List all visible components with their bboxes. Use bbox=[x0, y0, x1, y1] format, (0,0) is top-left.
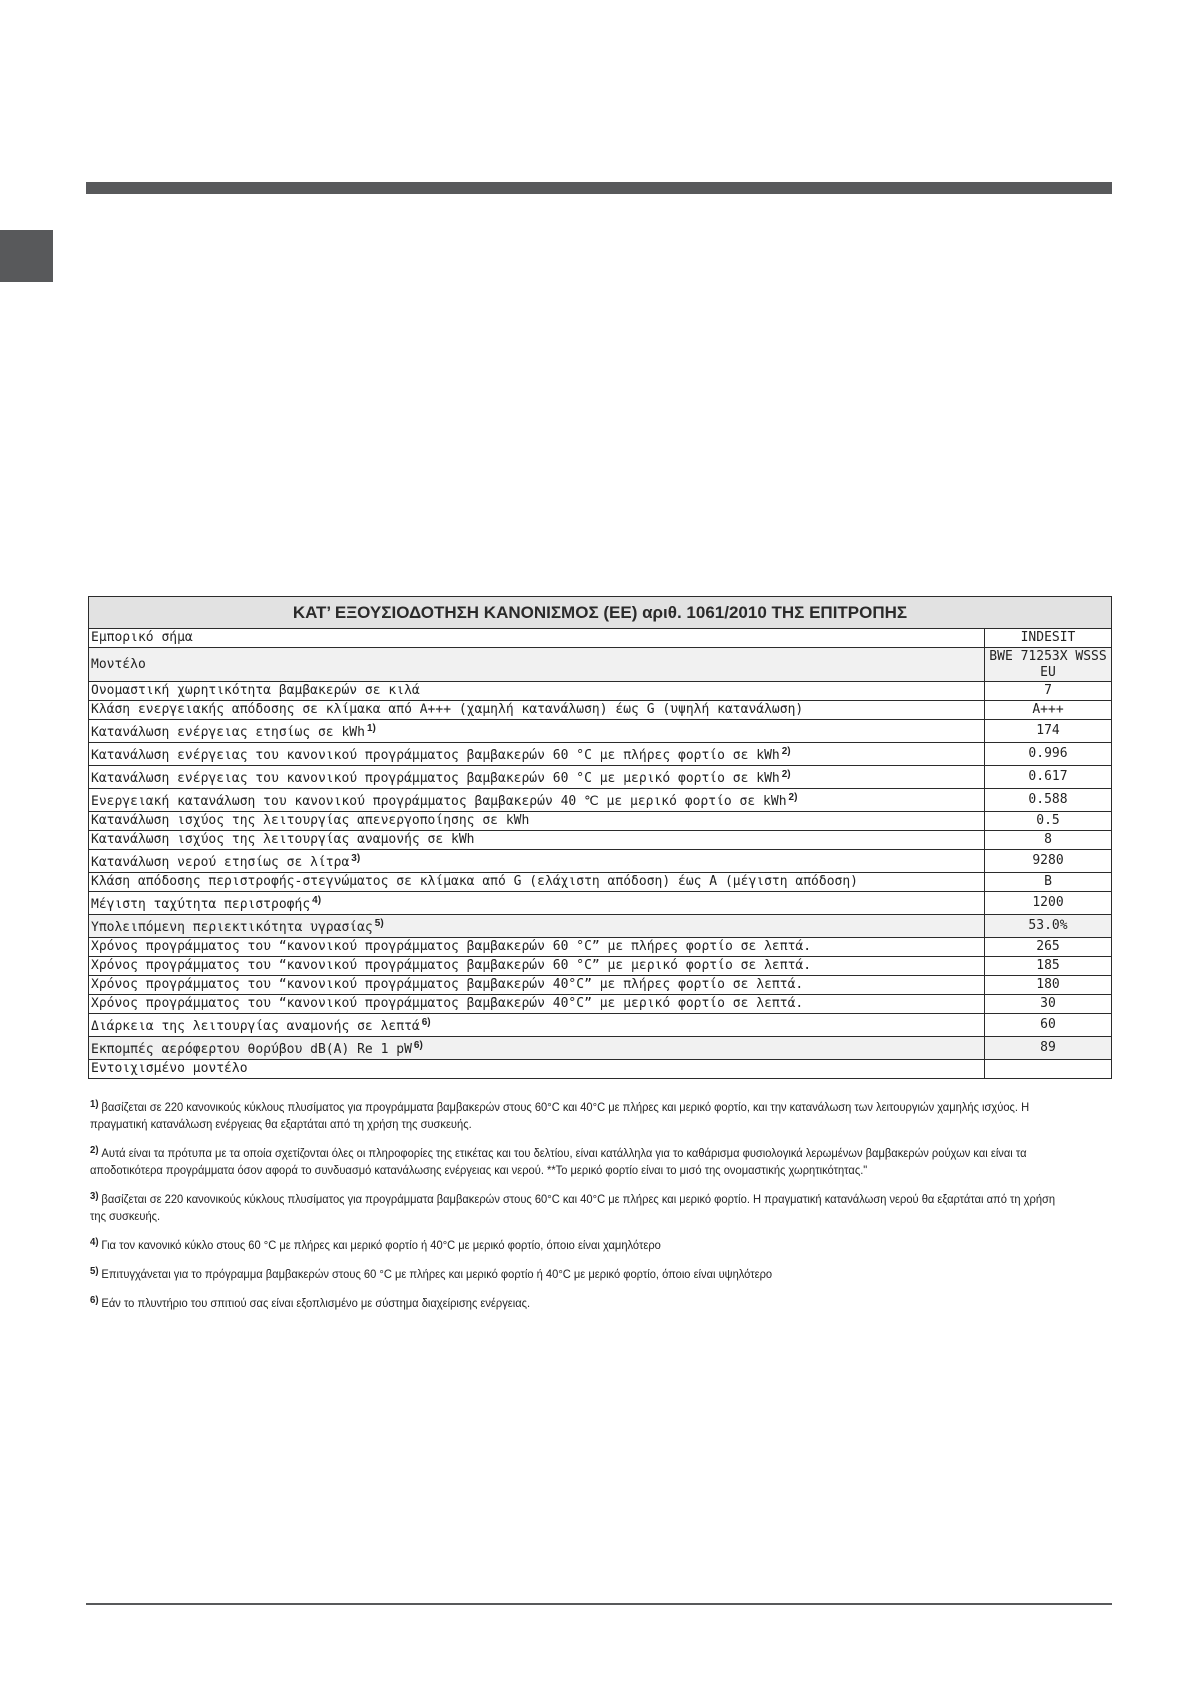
footnote bbox=[90, 1142, 1069, 1179]
row-label: Κλάση απόδοσης περιστροφής-στεγνώματος σε κλίμακα από G (ελάχιστη απόδοση) έως A (μέγιστη απόδοση) bbox=[89, 873, 985, 892]
row-value: BWE 71253X WSSS EU bbox=[985, 648, 1112, 682]
table-row bbox=[89, 1037, 1112, 1060]
header-rule bbox=[86, 182, 1112, 194]
footnote-text: βασίζεται σε 220 κανονικούς κύκλους πλυσίματος για προγράμματα βαμβακερών στους 60°C και 40°C με πλήρες και μερικό φορτίο. Η πραγματική κατανάλωση νερού θα εξαρτάται από τη χρήση της συσκευής. bbox=[90, 1193, 1056, 1223]
table-row bbox=[89, 915, 1112, 938]
row-value: 174 bbox=[985, 720, 1112, 743]
row-value: 89 bbox=[985, 1037, 1112, 1060]
row-label: Μέγιστη ταχύτητα περιστροφής $^{4)}$ bbox=[89, 892, 985, 915]
table-row bbox=[89, 1014, 1112, 1037]
row-label: Κλάση ενεργειακής απόδοσης σε κλίμακα από Α+++ (χαμηλή κατανάλωση) έως G (υψηλή κατανάλωση) bbox=[89, 701, 985, 720]
footnote-mark: 6) bbox=[413, 1040, 423, 1051]
footnote-number: 1) bbox=[90, 1099, 99, 1110]
row-value: 53.0% bbox=[985, 915, 1112, 938]
row-label: Ενεργειακή κατανάλωση του κανονικού προγράμματος βαμβακερών 40 ℃ με μερικό φορτίο σε kWh $^{2)}$ bbox=[89, 789, 985, 812]
footnote bbox=[90, 1188, 1069, 1225]
footnote-mark: 1) bbox=[366, 723, 376, 734]
row-value: 1200 bbox=[985, 892, 1112, 915]
footnote-text: Εάν το πλυντήριο του σπιτιού σας είναι εξοπλισμένο με σύστημα διαχείρισης ενέργειας. bbox=[101, 1297, 531, 1310]
row-label: Κατανάλωση νερού ετησίως σε λίτρα $^{3)}$ bbox=[89, 850, 985, 873]
table-row bbox=[89, 995, 1112, 1014]
row-label: Κατανάλωση ενέργειας του κανονικού προγράμματος βαμβακερών 60 °C με πλήρες φορτίο σε kWh $^{2)}$ bbox=[89, 743, 985, 766]
footer-rule bbox=[86, 1603, 1112, 1605]
table-row bbox=[89, 957, 1112, 976]
row-label: Εμπορικό σήμα bbox=[89, 629, 985, 648]
row-value: 60 bbox=[985, 1014, 1112, 1037]
footnote-mark: 2) bbox=[788, 792, 798, 803]
row-label: Κατανάλωση ενέργειας του κανονικού προγράμματος βαμβακερών 60 °C με μερικό φορτίο σε kWh $^{2)}$ bbox=[89, 766, 985, 789]
row-value: A+++ bbox=[985, 701, 1112, 720]
row-label: Ονομαστική χωρητικότητα βαμβακερών σε κιλά bbox=[89, 682, 985, 701]
footnote bbox=[90, 1292, 1069, 1312]
table-row bbox=[89, 743, 1112, 766]
footnote-mark: 4) bbox=[312, 895, 322, 906]
row-value: 185 bbox=[985, 957, 1112, 976]
table-row bbox=[89, 629, 1112, 648]
row-value: INDESIT bbox=[985, 629, 1112, 648]
row-value: 180 bbox=[985, 976, 1112, 995]
row-value: 265 bbox=[985, 938, 1112, 957]
row-value bbox=[985, 1060, 1112, 1079]
table-row bbox=[89, 938, 1112, 957]
row-value: 0.588 bbox=[985, 789, 1112, 812]
table-row bbox=[89, 682, 1112, 701]
footnote bbox=[90, 1096, 1069, 1133]
row-value: B bbox=[985, 873, 1112, 892]
footnote-text: Επιτυγχάνεται για το πρόγραμμα βαμβακερών στους 60 °C με πλήρες και μερικό φορτίο ή 40°C με μερικό φορτίο, όποιο είναι υψηλότερο bbox=[101, 1268, 773, 1281]
row-value: 30 bbox=[985, 995, 1112, 1014]
table-row bbox=[89, 873, 1112, 892]
row-label: Εκπομπές αερόφερτου θορύβου dB(A) Re 1 pW $^{6)}$ bbox=[89, 1037, 985, 1060]
footnote-number: 2) bbox=[90, 1145, 99, 1156]
row-label: Χρόνος προγράμματος του “κανονικού προγράμματος βαμβακερών 40°C” με μερικό φορτίο σε λεπτά. bbox=[89, 995, 985, 1014]
footnote-number: 4) bbox=[90, 1237, 99, 1248]
table-row bbox=[89, 1060, 1112, 1079]
table-row bbox=[89, 766, 1112, 789]
footnote-number: 6) bbox=[90, 1295, 99, 1306]
table-row bbox=[89, 831, 1112, 850]
table-row bbox=[89, 720, 1112, 743]
footnote bbox=[90, 1263, 1069, 1283]
table-title: ΚΑΤ’ ΕΞΟΥΣΙΟΔΟΤΗΣΗ ΚΑΝΟΝΙΣΜΟΣ (ΕΕ) αριθ. 1061/2010 ΤΗΣ ΕΠΙΤΡΟΠΗΣ bbox=[89, 597, 1112, 629]
row-label: Διάρκεια της λειτουργίας αναμονής σε λεπτά $^{6)}$ bbox=[89, 1014, 985, 1037]
footnote-mark: 3) bbox=[351, 853, 361, 864]
footnote-text: βασίζεται σε 220 κανονικούς κύκλους πλυσίματος για προγράμματα βαμβακερών στους 60°C και 40°C με πλήρες και μερικό φορτίο, και την κατανάλωση των λειτουργιών χαμηλής ισχύος. Η πραγματική κατανάλωση ενέργειας θα εξαρτάται από τη χρήση της συσκευής. bbox=[90, 1101, 1030, 1131]
row-value: 0.617 bbox=[985, 766, 1112, 789]
footnotes bbox=[90, 1096, 1069, 1321]
table-row bbox=[89, 789, 1112, 812]
table-row bbox=[89, 701, 1112, 720]
row-value: 0.996 bbox=[985, 743, 1112, 766]
row-label: Υπολειπόμενη περιεκτικότητα υγρασίας $^{5)}$ bbox=[89, 915, 985, 938]
row-label: Κατανάλωση ενέργειας ετησίως σε kWh $^{1)}$ bbox=[89, 720, 985, 743]
row-label: Μοντέλο bbox=[89, 648, 985, 682]
row-value: 8 bbox=[985, 831, 1112, 850]
row-label: Χρόνος προγράμματος του “κανονικού προγράμματος βαμβακερών 60 °C” με πλήρες φορτίο σε λεπτά. bbox=[89, 938, 985, 957]
footnote bbox=[90, 1234, 1069, 1254]
row-value: 9280 bbox=[985, 850, 1112, 873]
language-side-tab bbox=[0, 230, 53, 282]
product-fiche-table bbox=[88, 596, 1112, 1079]
table-row bbox=[89, 850, 1112, 873]
row-label: Χρόνος προγράμματος του “κανονικού προγράμματος βαμβακερών 40°C” με πλήρες φορτίο σε λεπτά. bbox=[89, 976, 985, 995]
row-label: Εντοιχισμένο μοντέλο bbox=[89, 1060, 985, 1079]
footnote-text: Αυτά είναι τα πρότυπα με τα οποία σχετίζονται όλες οι πληροφορίες της ετικέτας και του δελτίου, είναι κατάλληλα για το καθάρισμα φυσιολογικά λερωμένων βαμβακερών ρούχων και είναι τα αποδοτικότερα προγράμματα όσον αφορά το συνδυασμό κατανάλωσης ενέργειας και νερού. **Το μερικό φορτίο είναι το μισό της ονομαστικής χωρητικότητας." bbox=[90, 1147, 1027, 1177]
table-row bbox=[89, 976, 1112, 995]
row-label: Κατανάλωση ισχύος της λειτουργίας αναμονής σε kWh bbox=[89, 831, 985, 850]
row-value: 7 bbox=[985, 682, 1112, 701]
row-label: Κατανάλωση ισχύος της λειτουργίας απενεργοποίησης σε kWh bbox=[89, 812, 985, 831]
footnote-text: Για τον κανονικό κύκλο στους 60 °C με πλήρες και μερικό φορτίο ή 40°C με μερικό φορτίο, όποιο είναι χαμηλότερο bbox=[101, 1239, 661, 1252]
footnote-mark: 6) bbox=[421, 1017, 431, 1028]
table-row bbox=[89, 892, 1112, 915]
table-row bbox=[89, 812, 1112, 831]
footnote-number: 5) bbox=[90, 1266, 99, 1277]
row-value: 0.5 bbox=[985, 812, 1112, 831]
footnote-mark: 5) bbox=[374, 918, 384, 929]
table-row bbox=[89, 648, 1112, 682]
footnote-mark: 2) bbox=[781, 746, 791, 757]
row-label: Χρόνος προγράμματος του “κανονικού προγράμματος βαμβακερών 60 °C” με μερικό φορτίο σε λεπτά. bbox=[89, 957, 985, 976]
footnote-mark: 2) bbox=[781, 769, 791, 780]
footnote-number: 3) bbox=[90, 1191, 99, 1202]
